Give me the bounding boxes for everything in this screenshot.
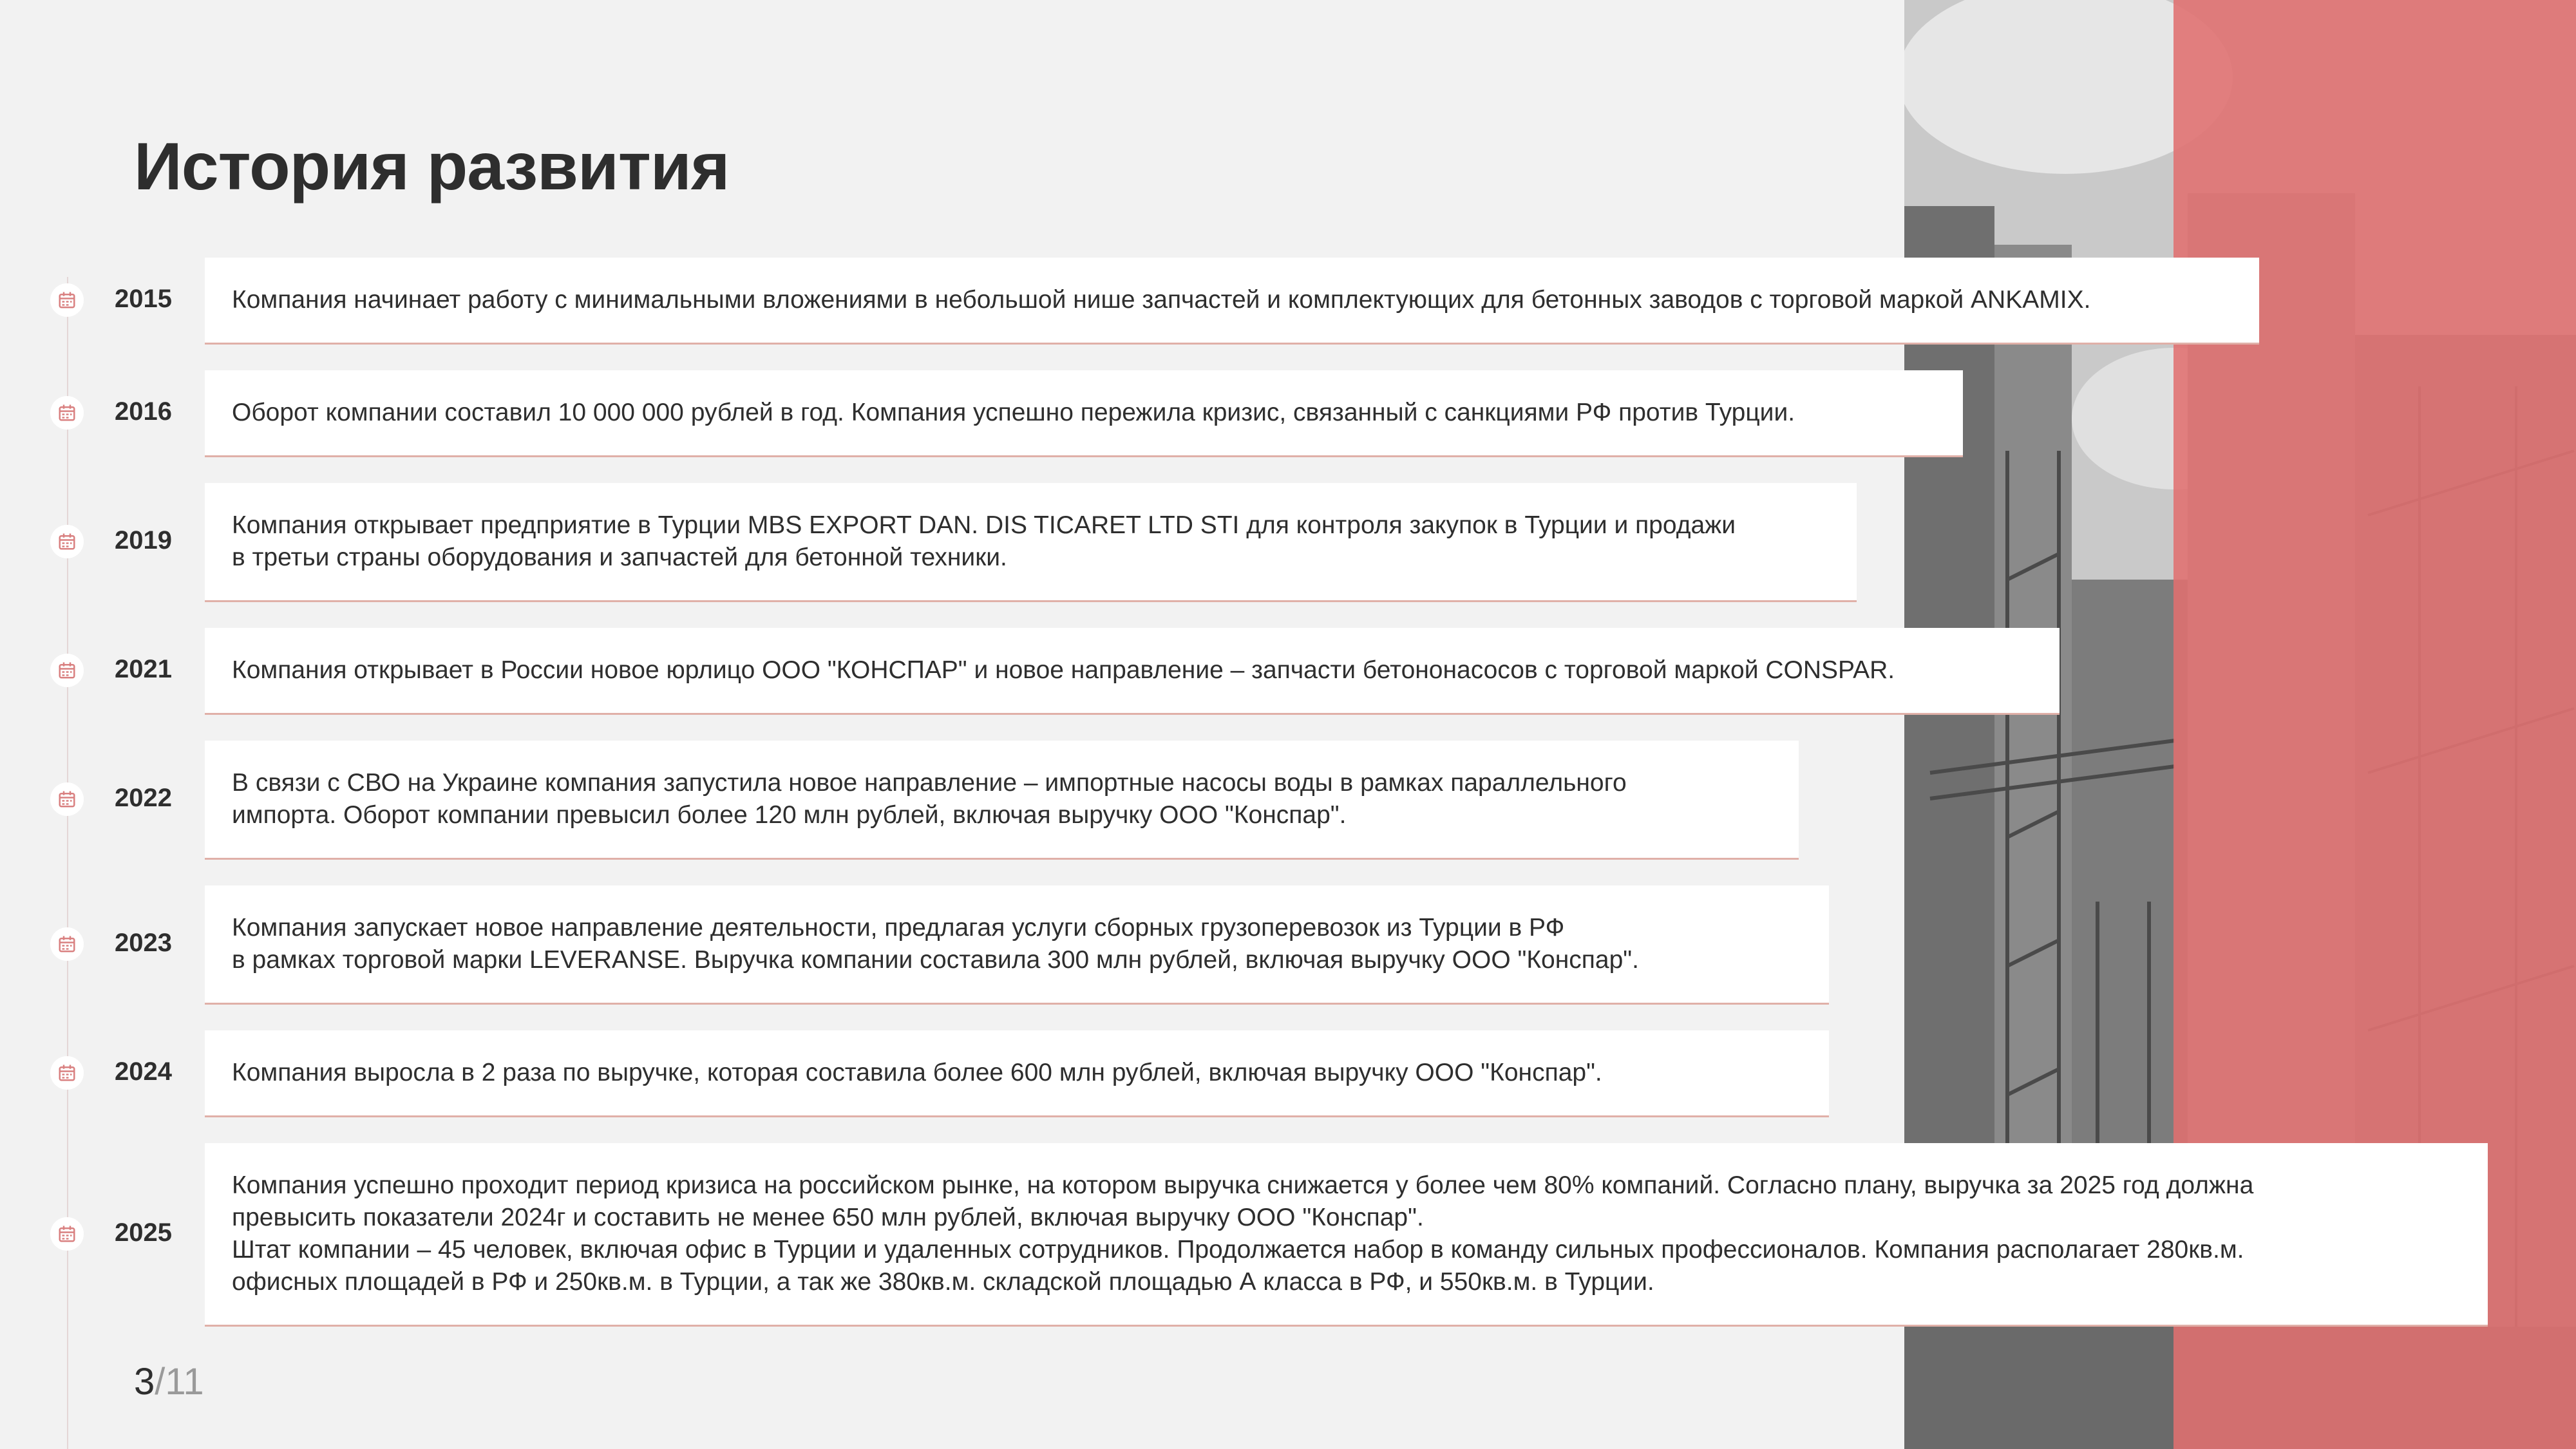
timeline-year: 2016 xyxy=(115,397,172,426)
calendar-icon xyxy=(50,525,84,558)
calendar-icon xyxy=(50,396,84,430)
timeline-text: Компания начинает работу с минимальными вложениями в небольшой нише запчастей и комплектующих для бетонных заводов с торговой маркой ANKAMIX. xyxy=(232,286,2091,314)
pagination xyxy=(134,1360,204,1403)
total-pages: /11 xyxy=(155,1361,204,1403)
timeline-text: В связи с СВО на Украине компания запустила новое направление – импортные насосы воды в рамках параллельного импорта. Оборот компании превысил более 120 млн рублей, включая выручку ООО "Конспар". xyxy=(232,769,1627,829)
timeline-text: Компания открывает предприятие в Турции MBS EXPORT DAN. DIS TICARET LTD STI для контроля закупок в Турции и продажи в третьи страны оборудования и запчастей для бетонной техники. xyxy=(232,511,1736,571)
timeline-card xyxy=(205,741,1799,860)
timeline-year: 2019 xyxy=(115,526,172,554)
calendar-icon xyxy=(50,654,84,687)
timeline-year: 2024 xyxy=(115,1057,172,1086)
calendar-icon xyxy=(50,782,84,816)
timeline-card xyxy=(205,1143,2488,1327)
timeline-year: 2015 xyxy=(115,285,172,313)
timeline-text: Компания выросла в 2 раза по выручке, которая составила более 600 млн рублей, включая выручку ООО "Конспар". xyxy=(232,1059,1602,1086)
timeline-year: 2021 xyxy=(115,655,172,683)
timeline-text: Компания успешно проходит период кризиса на российском рынке, на котором выручка снижается у более чем 80% компаний. Согласно плану, выручка за 2025 год должна превысить показатели 2024г и составить не менее 650 млн рублей, включая выручку ООО "Конспар". Штат компании – 45 человек, включая офис в Турции и удаленных сотрудников. Продолжается набор в команду сильных профессионалов. Компания располагает 280кв.м. офисных площадей в РФ и 250кв.м. в Турции, а так же 380кв.м. складской площадью А класса в РФ, и 550кв.м. в Турции. xyxy=(232,1171,2254,1296)
timeline-year: 2025 xyxy=(115,1218,172,1247)
timeline-axis xyxy=(67,277,68,1449)
timeline-card xyxy=(205,1030,1829,1117)
timeline-card xyxy=(205,370,1963,457)
calendar-icon xyxy=(50,1217,84,1251)
timeline-text: Оборот компании составил 10 000 000 рублей в год. Компания успешно пережила кризис, связанный с санкциями РФ против Турции. xyxy=(232,399,1795,426)
timeline-card xyxy=(205,886,1829,1005)
calendar-icon xyxy=(50,283,84,317)
calendar-icon xyxy=(50,927,84,961)
timeline-card xyxy=(205,483,1857,602)
timeline-card xyxy=(205,628,2060,715)
timeline-year: 2022 xyxy=(115,784,172,812)
page-title: История развития xyxy=(134,129,730,204)
current-page: 3 xyxy=(134,1361,155,1403)
timeline-text: Компания запускает новое направление деятельности, предлагая услуги сборных грузоперевозок из Турции в РФ в рамках торговой марки LEVERANSE. Выручка компании составила 300 млн рублей, включая выручку ООО "Конспар". xyxy=(232,914,1639,974)
timeline-card xyxy=(205,258,2259,345)
timeline-text: Компания открывает в России новое юрлицо ООО "КОНСПАР" и новое направление – запчасти бетононасосов с торговой маркой CONSPAR. xyxy=(232,656,1895,684)
timeline-year: 2023 xyxy=(115,929,172,957)
calendar-icon xyxy=(50,1056,84,1090)
